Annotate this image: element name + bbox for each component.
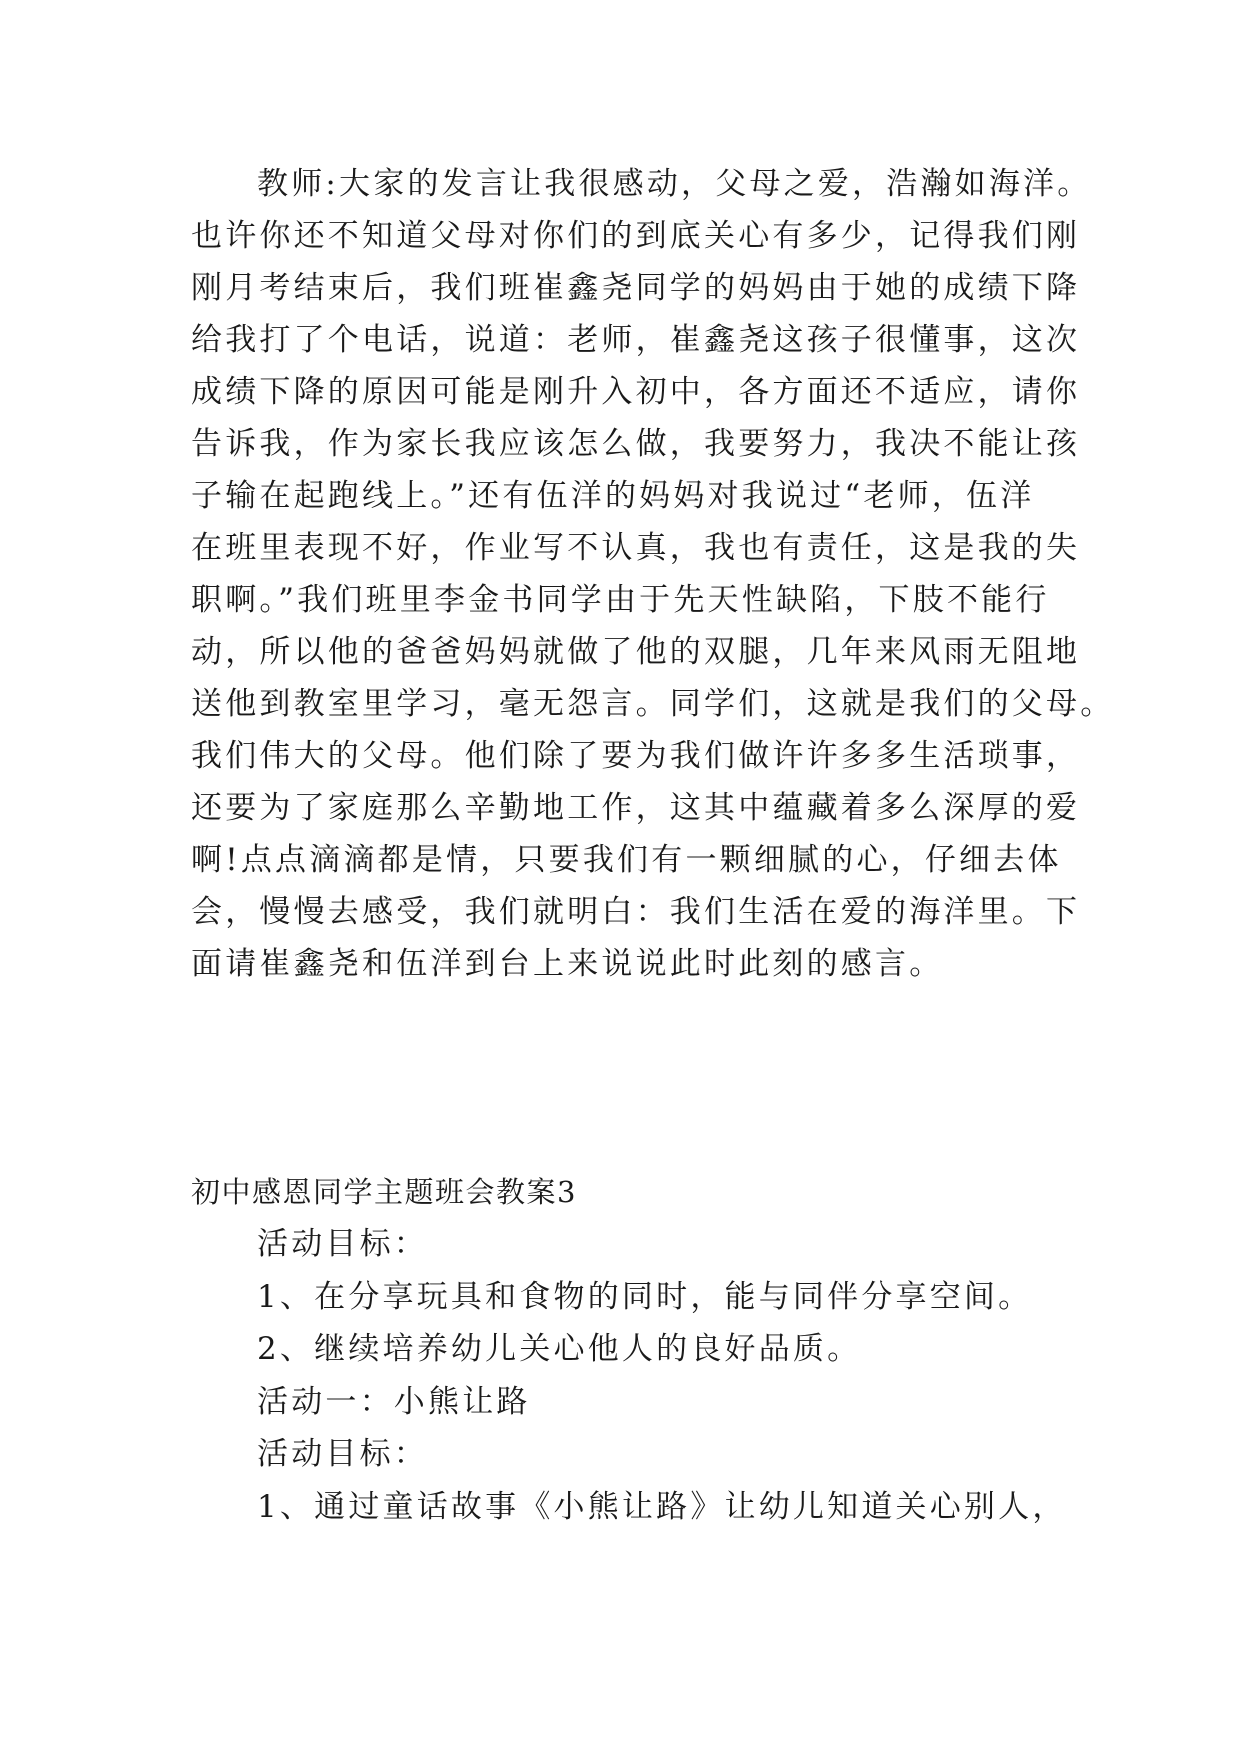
paragraph-line: 我们伟大的父母。他们除了要为我们做许许多多生活琐事， bbox=[191, 738, 1081, 774]
list-item: 活动目标： bbox=[257, 1226, 428, 1262]
list-item: 活动一：小熊让路 bbox=[257, 1383, 531, 1420]
paragraph-line: 面请崔鑫尧和伍洋到台上来说说此时此刻的感言。 bbox=[191, 946, 944, 982]
paragraph-line: 还要为了家庭那么辛勤地工作，这其中蕴藏着多么深厚的爱 bbox=[191, 790, 1081, 826]
paragraph-line: 给我打了个电话，说道：老师，崔鑫尧这孩子很懂事，这次 bbox=[191, 322, 1081, 358]
paragraph-line: 职啊。”我们班里李金书同学由于先天性缺陷，下肢不能行 bbox=[191, 582, 1050, 618]
list-item: 2、继续培养幼儿关心他人的良好品质。 bbox=[257, 1331, 862, 1367]
paragraph-line: 会，慢慢去感受，我们就明白：我们生活在爱的海洋里。下 bbox=[191, 894, 1081, 930]
section-title: 初中感恩同学主题班会教案3 bbox=[191, 1175, 577, 1209]
paragraph-line: 刚月考结束后，我们班崔鑫尧同学的妈妈由于她的成绩下降 bbox=[191, 270, 1081, 306]
list-item: 1、通过童话故事《小熊让路》让幼儿知道关心别人， bbox=[257, 1488, 1067, 1525]
paragraph-line: 动，所以他的爸爸妈妈就做了他的双腿，几年来风雨无阻地 bbox=[191, 634, 1081, 670]
list-item: 1、在分享玩具和食物的同时，能与同伴分享空间。 bbox=[257, 1278, 1033, 1315]
paragraph-line: 也许你还不知道父母对你们的到底关心有多少，记得我们刚 bbox=[191, 218, 1081, 254]
paragraph-line: 啊!点点滴滴都是情，只要我们有一颗细腻的心，仔细去体 bbox=[191, 842, 1062, 878]
paragraph-line: 在班里表现不好，作业写不认真，我也有责任，这是我的失 bbox=[191, 530, 1081, 566]
paragraph-line: 子输在起跑线上。”还有伍洋的妈妈对我说过“老师，伍洋 bbox=[191, 478, 1035, 514]
paragraph-line: 送他到教室里学习，毫无怨言。同学们，这就是我们的父母。 bbox=[191, 686, 1115, 722]
paragraph-line: 告诉我，作为家长我应该怎么做，我要努力，我决不能让孩 bbox=[191, 426, 1081, 462]
list-item: 活动目标： bbox=[257, 1436, 428, 1472]
body-paragraph bbox=[191, 158, 1115, 990]
activity-list bbox=[257, 1218, 1067, 1533]
paragraph-line: 成绩下降的原因可能是刚升入初中，各方面还不适应，请你 bbox=[191, 374, 1081, 410]
paragraph-line: 教师:大家的发言让我很感动，父母之爱，浩瀚如海洋。 bbox=[257, 166, 1092, 202]
